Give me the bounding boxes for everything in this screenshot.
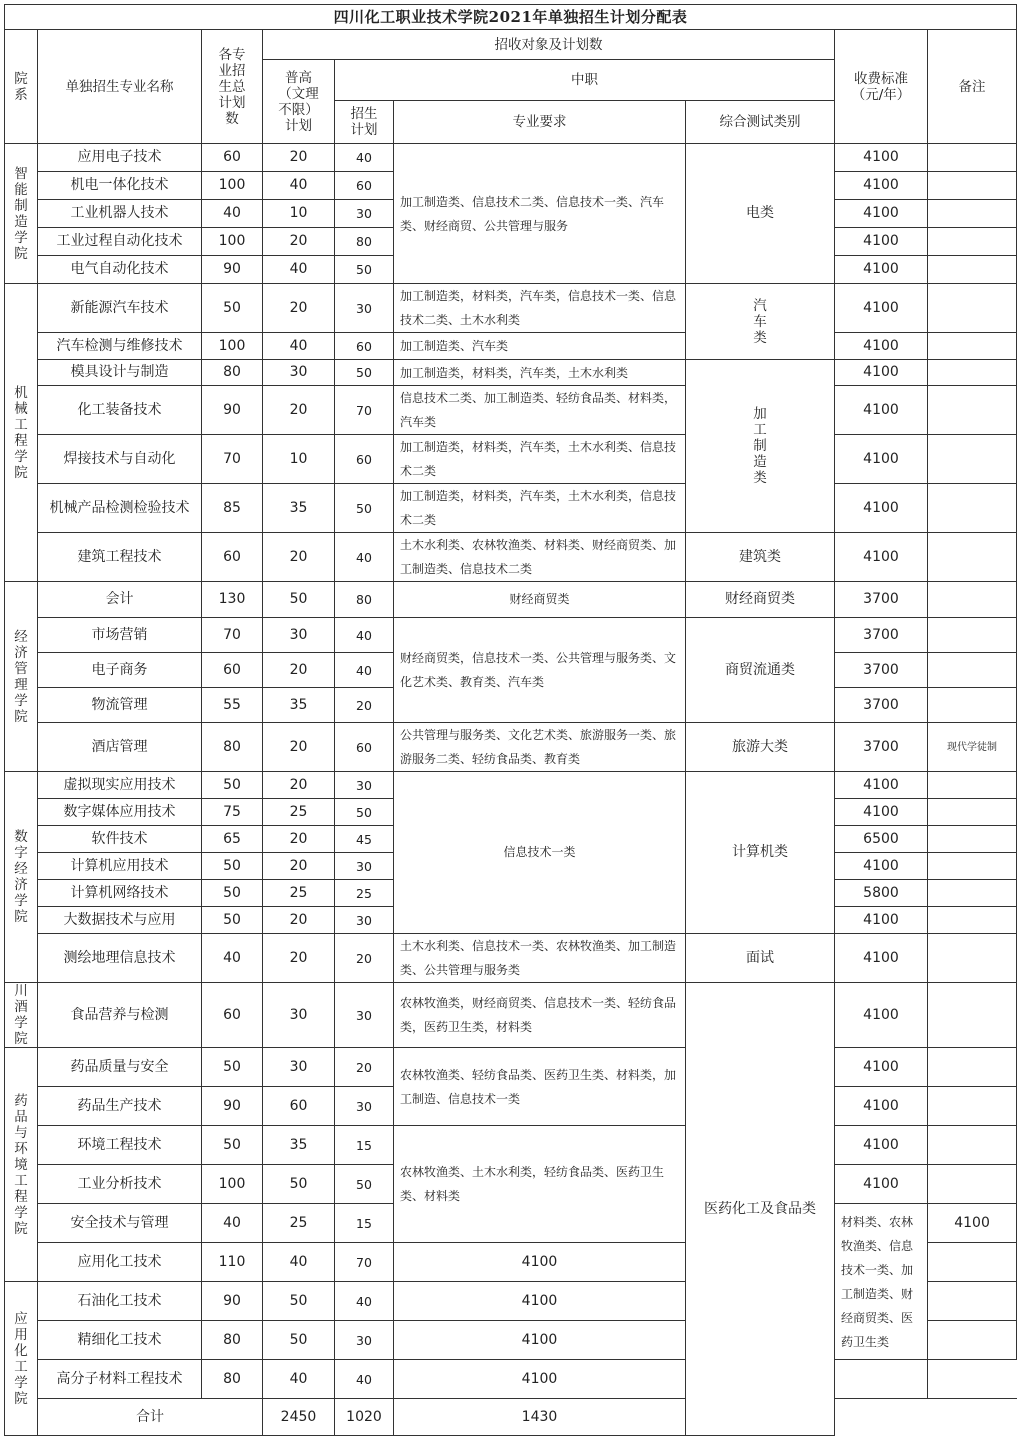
major-name: 电子商务 <box>38 653 202 688</box>
vocational-plan: 30 <box>335 200 394 228</box>
general-high-plan: 20 <box>263 723 335 772</box>
college-cell: 数字经济学院 <box>5 772 38 983</box>
remark-cell: 现代学徒制 <box>928 723 1017 772</box>
requirement-cell: 财经商贸类 <box>394 582 686 618</box>
totals-empty <box>835 1399 1017 1436</box>
remark-cell <box>928 386 1017 435</box>
total-plan: 130 <box>202 582 263 618</box>
major-name: 工业过程自动化技术 <box>38 228 202 256</box>
table-row <box>5 772 1017 799</box>
general-high-plan: 10 <box>263 200 335 228</box>
remark-cell <box>928 853 1017 880</box>
total-plan: 100 <box>202 228 263 256</box>
general-high-plan: 20 <box>263 772 335 799</box>
fee-cell: 4100 <box>835 172 928 200</box>
vocational-plan: 30 <box>335 983 394 1048</box>
major-name: 酒店管理 <box>38 723 202 772</box>
totals-label: 合计 <box>38 1399 263 1436</box>
remark-cell <box>928 1087 1017 1126</box>
major-name: 建筑工程技术 <box>38 533 202 582</box>
major-name: 焊接技术与自动化 <box>38 435 202 484</box>
major-name: 模具设计与制造 <box>38 360 202 386</box>
total-plan: 80 <box>202 360 263 386</box>
college-cell: 智能制造学院 <box>5 144 38 284</box>
header-total-plan: 各专业招生总计划数 <box>202 30 263 144</box>
total-plan: 90 <box>202 1087 263 1126</box>
table-row <box>5 360 1017 386</box>
fee-cell: 4100 <box>835 934 928 983</box>
table-row <box>5 333 1017 360</box>
vocational-plan: 40 <box>335 618 394 653</box>
table-row <box>5 533 1017 582</box>
general-high-plan: 20 <box>263 533 335 582</box>
header-general-high-plan: 普高（文理不限）计划 <box>263 60 335 144</box>
vocational-plan: 60 <box>335 723 394 772</box>
major-name: 药品生产技术 <box>38 1087 202 1126</box>
total-plan: 80 <box>202 723 263 772</box>
enrollment-plan-table <box>4 4 1017 1436</box>
major-name: 精细化工技术 <box>38 1321 202 1360</box>
requirement-cell: 农林牧渔类、土木水利类，轻纺食品类、医药卫生类、材料类 <box>394 1126 686 1243</box>
table-row <box>5 435 1017 484</box>
test-category-cell: 加工制造类 <box>686 360 835 533</box>
general-high-plan: 20 <box>263 853 335 880</box>
total-plan: 80 <box>202 1321 263 1360</box>
major-name: 测绘地理信息技术 <box>38 934 202 983</box>
vocational-plan: 60 <box>335 333 394 360</box>
requirement-cell: 加工制造类、信息技术二类、信息技术一类、汽车类、财经商贸、公共管理与服务 <box>394 144 686 284</box>
header-test-category: 综合测试类别 <box>686 101 835 144</box>
major-name: 应用化工技术 <box>38 1243 202 1282</box>
total-plan: 90 <box>202 256 263 284</box>
remark-cell <box>928 983 1017 1048</box>
test-category-cell: 汽车类 <box>686 284 835 360</box>
major-name: 化工装备技术 <box>38 386 202 435</box>
total-plan: 85 <box>202 484 263 533</box>
table-row <box>5 723 1017 772</box>
total-plan: 60 <box>202 533 263 582</box>
total-plan: 65 <box>202 826 263 853</box>
general-high-plan: 50 <box>263 1321 335 1360</box>
fee-cell: 4100 <box>394 1360 686 1399</box>
general-high-plan: 40 <box>263 1243 335 1282</box>
remark-cell <box>928 1282 1017 1321</box>
general-high-plan: 50 <box>263 582 335 618</box>
total-plan: 50 <box>202 853 263 880</box>
total-plan: 60 <box>202 653 263 688</box>
major-name: 计算机网络技术 <box>38 880 202 907</box>
general-high-plan: 20 <box>263 826 335 853</box>
major-name: 虚拟现实应用技术 <box>38 772 202 799</box>
college-cell: 川酒学院 <box>5 983 38 1048</box>
remark-cell <box>928 1126 1017 1165</box>
vocational-plan: 40 <box>335 1282 394 1321</box>
remark-cell <box>928 1243 1017 1282</box>
general-high-plan: 40 <box>263 1360 335 1399</box>
general-high-plan: 20 <box>263 907 335 934</box>
totals-row <box>5 1399 1017 1436</box>
remark-cell <box>928 799 1017 826</box>
remark-cell <box>928 435 1017 484</box>
requirement-cell: 信息技术一类 <box>394 772 686 934</box>
general-high-plan: 20 <box>263 284 335 333</box>
general-high-plan: 35 <box>263 688 335 723</box>
major-name: 新能源汽车技术 <box>38 284 202 333</box>
major-name: 计算机应用技术 <box>38 853 202 880</box>
table-title: 四川化工职业技术学院2021年单独招生计划分配表 <box>5 5 1017 30</box>
table-row <box>5 582 1017 618</box>
fee-cell: 3700 <box>835 723 928 772</box>
vocational-plan: 45 <box>335 826 394 853</box>
requirement-cell: 土木水利类、信息技术一类、农林牧渔类、加工制造类、公共管理与服务类 <box>394 934 686 983</box>
table-row <box>5 1360 1017 1399</box>
fee-cell: 4100 <box>835 1087 928 1126</box>
remark-cell <box>928 360 1017 386</box>
total-plan: 90 <box>202 1282 263 1321</box>
general-high-plan: 35 <box>263 484 335 533</box>
test-category-cell: 建筑类 <box>686 533 835 582</box>
fee-cell: 4100 <box>835 360 928 386</box>
fee-cell: 3700 <box>835 618 928 653</box>
requirement-cell: 加工制造类、汽车类 <box>394 333 686 360</box>
remark-cell <box>928 533 1017 582</box>
remark-cell <box>928 333 1017 360</box>
total-plan: 75 <box>202 799 263 826</box>
remark-cell <box>928 826 1017 853</box>
total-plan: 60 <box>202 983 263 1048</box>
remark-cell <box>928 172 1017 200</box>
fee-cell: 4100 <box>835 772 928 799</box>
header-vocational: 中职 <box>335 60 835 101</box>
total-plan: 70 <box>202 435 263 484</box>
general-high-plan: 40 <box>263 333 335 360</box>
total-plan: 50 <box>202 907 263 934</box>
total-plan: 50 <box>202 1126 263 1165</box>
vocational-plan: 80 <box>335 582 394 618</box>
general-high-plan: 30 <box>263 1048 335 1087</box>
fee-cell: 4100 <box>835 256 928 284</box>
major-name: 机电一体化技术 <box>38 172 202 200</box>
college-cell: 药品与环境工程学院 <box>5 1048 38 1282</box>
test-category-cell: 电类 <box>686 144 835 284</box>
totals-total: 2450 <box>263 1399 335 1436</box>
table-row <box>5 484 1017 533</box>
fee-cell: 4100 <box>835 1126 928 1165</box>
general-high-plan: 20 <box>263 653 335 688</box>
test-category-cell: 医药化工及食品类 <box>686 983 835 1436</box>
vocational-plan: 30 <box>335 1087 394 1126</box>
fee-cell: 4100 <box>835 1048 928 1087</box>
vocational-plan: 60 <box>335 172 394 200</box>
remark-cell <box>928 144 1017 172</box>
vocational-plan: 80 <box>335 228 394 256</box>
remark-cell <box>928 228 1017 256</box>
vocational-plan: 70 <box>335 386 394 435</box>
fee-cell: 4100 <box>394 1282 686 1321</box>
requirement-cell: 公共管理与服务类、文化艺术类、旅游服务一类、旅游服务二类、轻纺食品类、教育类 <box>394 723 686 772</box>
vocational-plan: 15 <box>335 1204 394 1243</box>
vocational-plan: 15 <box>335 1126 394 1165</box>
fee-cell: 6500 <box>835 826 928 853</box>
general-high-plan: 20 <box>263 386 335 435</box>
general-high-plan: 40 <box>263 172 335 200</box>
major-name: 食品营养与检测 <box>38 983 202 1048</box>
table-row <box>5 618 1017 653</box>
vocational-plan: 50 <box>335 256 394 284</box>
general-high-plan: 60 <box>263 1087 335 1126</box>
fee-cell: 4100 <box>835 333 928 360</box>
major-name: 石油化工技术 <box>38 1282 202 1321</box>
general-high-plan: 30 <box>263 618 335 653</box>
fee-cell: 3700 <box>835 653 928 688</box>
vocational-plan: 30 <box>335 907 394 934</box>
vocational-plan: 20 <box>335 1048 394 1087</box>
vocational-plan: 50 <box>335 360 394 386</box>
total-plan: 100 <box>202 1165 263 1204</box>
vocational-plan: 50 <box>335 799 394 826</box>
remark-cell <box>928 582 1017 618</box>
table-body <box>5 5 1017 1436</box>
requirement-cell: 加工制造类，材料类，汽车类，土木水利类，信息技术二类 <box>394 484 686 533</box>
vocational-plan: 50 <box>335 1165 394 1204</box>
general-high-plan: 30 <box>263 360 335 386</box>
remark-cell <box>835 1360 928 1399</box>
total-plan: 100 <box>202 333 263 360</box>
remark-cell <box>928 618 1017 653</box>
fee-cell: 4100 <box>835 228 928 256</box>
major-name: 药品质量与安全 <box>38 1048 202 1087</box>
table-row <box>5 983 1017 1048</box>
vocational-plan: 30 <box>335 772 394 799</box>
header-fee: 收费标准（元/年） <box>835 30 928 144</box>
fee-cell: 4100 <box>835 907 928 934</box>
total-plan: 40 <box>202 200 263 228</box>
general-high-plan: 10 <box>263 435 335 484</box>
total-plan: 55 <box>202 688 263 723</box>
general-high-plan: 50 <box>263 1282 335 1321</box>
remark-cell <box>928 880 1017 907</box>
header-college: 院系 <box>5 30 38 144</box>
major-name: 工业分析技术 <box>38 1165 202 1204</box>
fee-cell: 4100 <box>835 853 928 880</box>
header-requirement: 专业要求 <box>394 101 686 144</box>
total-plan: 70 <box>202 618 263 653</box>
fee-cell: 4100 <box>835 799 928 826</box>
test-category-cell: 面试 <box>686 934 835 983</box>
fee-cell: 4100 <box>835 284 928 333</box>
fee-cell: 4100 <box>394 1321 686 1360</box>
requirement-cell: 加工制造类，材料类，汽车类，土木水利类、信息技术二类 <box>394 435 686 484</box>
major-name: 电气自动化技术 <box>38 256 202 284</box>
totals-general: 1020 <box>335 1399 394 1436</box>
vocational-plan: 25 <box>335 880 394 907</box>
vocational-plan: 30 <box>335 284 394 333</box>
major-name: 市场营销 <box>38 618 202 653</box>
total-plan: 50 <box>202 772 263 799</box>
total-plan: 100 <box>202 172 263 200</box>
table-row <box>5 1048 1017 1087</box>
fee-cell: 3700 <box>835 688 928 723</box>
header-recruit-target: 招收对象及计划数 <box>263 30 835 60</box>
table-row <box>5 284 1017 333</box>
vocational-plan: 20 <box>335 934 394 983</box>
requirement-cell: 信息技术二类、加工制造类、轻纺食品类、材料类，汽车类 <box>394 386 686 435</box>
college-cell: 经济管理学院 <box>5 582 38 772</box>
total-plan: 50 <box>202 880 263 907</box>
remark-cell <box>928 1321 1017 1360</box>
fee-cell: 4100 <box>928 1204 1017 1243</box>
table-row <box>5 386 1017 435</box>
major-name: 软件技术 <box>38 826 202 853</box>
remark-cell <box>928 653 1017 688</box>
fee-cell: 4100 <box>835 533 928 582</box>
fee-cell: 4100 <box>835 200 928 228</box>
total-plan: 40 <box>202 1204 263 1243</box>
header-major: 单独招生专业名称 <box>38 30 202 144</box>
vocational-plan: 40 <box>335 1360 394 1399</box>
remark-cell <box>928 284 1017 333</box>
fee-cell: 4100 <box>835 1165 928 1204</box>
fee-cell: 4100 <box>835 484 928 533</box>
vocational-plan: 30 <box>335 1321 394 1360</box>
test-category-cell: 计算机类 <box>686 772 835 934</box>
requirement-cell: 农林牧渔类、轻纺食品类、医药卫生类、材料类，加工制造、信息技术一类 <box>394 1048 686 1126</box>
general-high-plan: 35 <box>263 1126 335 1165</box>
vocational-plan: 60 <box>335 435 394 484</box>
requirement-cell: 农林牧渔类，财经商贸类、信息技术一类、轻纺食品类，医药卫生类，材料类 <box>394 983 686 1048</box>
total-plan: 110 <box>202 1243 263 1282</box>
total-plan: 50 <box>202 284 263 333</box>
major-name: 应用电子技术 <box>38 144 202 172</box>
general-high-plan: 20 <box>263 934 335 983</box>
vocational-plan: 50 <box>335 484 394 533</box>
vocational-plan: 40 <box>335 533 394 582</box>
vocational-plan: 20 <box>335 688 394 723</box>
general-high-plan: 40 <box>263 256 335 284</box>
test-category-cell: 商贸流通类 <box>686 618 835 723</box>
total-plan: 40 <box>202 934 263 983</box>
general-high-plan: 20 <box>263 144 335 172</box>
remark-cell <box>928 907 1017 934</box>
test-category-cell: 旅游大类 <box>686 723 835 772</box>
table-row <box>5 144 1017 172</box>
remark-cell <box>928 1165 1017 1204</box>
total-plan: 60 <box>202 144 263 172</box>
fee-cell: 4100 <box>835 144 928 172</box>
remark-cell <box>928 484 1017 533</box>
table-row <box>5 934 1017 983</box>
vocational-plan: 70 <box>335 1243 394 1282</box>
college-cell: 机械工程学院 <box>5 284 38 582</box>
major-name: 安全技术与管理 <box>38 1204 202 1243</box>
total-plan: 50 <box>202 1048 263 1087</box>
general-high-plan: 20 <box>263 228 335 256</box>
major-name: 高分子材料工程技术 <box>38 1360 202 1399</box>
requirement-cell: 材料类、农林牧渔类、信息技术一类、加工制造类、财经商贸类、医药卫生类 <box>835 1204 928 1360</box>
requirement-cell: 加工制造类，材料类，汽车类，信息技术一类、信息技术二类、土木水利类 <box>394 284 686 333</box>
fee-cell: 5800 <box>835 880 928 907</box>
major-name: 机械产品检测检验技术 <box>38 484 202 533</box>
fee-cell: 4100 <box>835 435 928 484</box>
fee-cell: 4100 <box>835 386 928 435</box>
remark-cell <box>928 256 1017 284</box>
remark-cell <box>928 1048 1017 1087</box>
major-name: 工业机器人技术 <box>38 200 202 228</box>
remark-cell <box>928 688 1017 723</box>
general-high-plan: 25 <box>263 1204 335 1243</box>
test-category-cell: 财经商贸类 <box>686 582 835 618</box>
total-plan: 80 <box>202 1360 263 1399</box>
header-vocational-plan: 招生计划 <box>335 101 394 144</box>
vocational-plan: 40 <box>335 653 394 688</box>
remark-cell <box>928 934 1017 983</box>
totals-vocational: 1430 <box>394 1399 686 1436</box>
requirement-cell: 土木水利类、农林牧渔类、材料类、财经商贸类、加工制造类、信息技术二类 <box>394 533 686 582</box>
requirement-cell: 加工制造类，材料类，汽车类，土木水利类 <box>394 360 686 386</box>
college-cell: 应用化工学院 <box>5 1282 38 1436</box>
header-remark: 备注 <box>928 30 1017 144</box>
table-row <box>5 1126 1017 1165</box>
major-name: 环境工程技术 <box>38 1126 202 1165</box>
major-name: 物流管理 <box>38 688 202 723</box>
fee-cell: 4100 <box>394 1243 686 1282</box>
vocational-plan: 30 <box>335 853 394 880</box>
fee-cell: 3700 <box>835 582 928 618</box>
major-name: 大数据技术与应用 <box>38 907 202 934</box>
fee-cell: 4100 <box>835 983 928 1048</box>
remark-cell <box>928 772 1017 799</box>
major-name: 汽车检测与维修技术 <box>38 333 202 360</box>
general-high-plan: 25 <box>263 799 335 826</box>
general-high-plan: 50 <box>263 1165 335 1204</box>
general-high-plan: 25 <box>263 880 335 907</box>
remark-cell <box>928 200 1017 228</box>
vocational-plan: 40 <box>335 144 394 172</box>
requirement-cell: 财经商贸类，信息技术一类、公共管理与服务类、文化艺术类、教育类、汽车类 <box>394 618 686 723</box>
major-name: 会计 <box>38 582 202 618</box>
general-high-plan: 30 <box>263 983 335 1048</box>
total-plan: 90 <box>202 386 263 435</box>
major-name: 数字媒体应用技术 <box>38 799 202 826</box>
